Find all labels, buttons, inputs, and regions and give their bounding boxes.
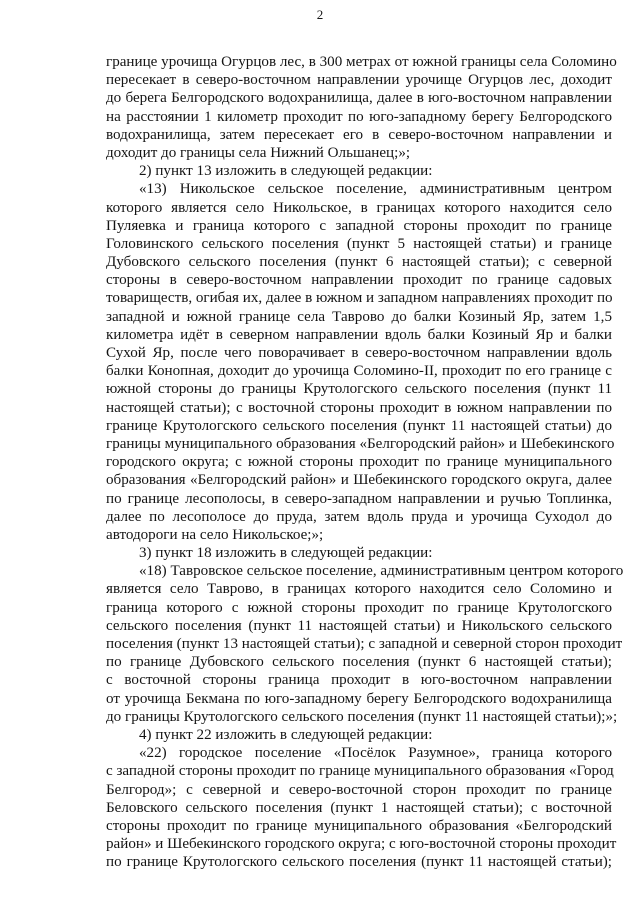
text-line: которого является село Никольское, в границах которого находится село bbox=[106, 199, 612, 216]
text-line: по границе Дубовского сельского поселения (пункт 6 настоящей статьи); bbox=[106, 654, 612, 671]
text-line: автодороги на село Никольское;»; bbox=[106, 526, 324, 543]
text-line: Белгород»; с северной и северо-восточной сторон проходит по границе bbox=[106, 781, 612, 798]
paragraph-heading: 4) пункт 22 изложить в следующей редакции: bbox=[139, 726, 433, 743]
text-line: пересекает в северо-восточном направлении урочище Огурцов лес, доходит bbox=[106, 72, 612, 89]
text-line: далее по лесополосе до пруда, затем вдоль пруда и урочища Суходол до bbox=[106, 508, 612, 525]
text-line: на расстоянии 1 километр проходит по юго-западному берегу Белгородского bbox=[106, 108, 612, 125]
paragraph-heading: 2) пункт 13 изложить в следующей редакции: bbox=[139, 163, 433, 180]
text-line: поселения (пункт 13 настоящей статьи); с западной и северной сторон проходит bbox=[106, 636, 623, 652]
text-line: «18) Тавровское сельское поселение, административным центром которого bbox=[139, 563, 624, 580]
text-line: южной стороны до границы Крутологского сельского поселения (пункт 11 bbox=[106, 381, 612, 398]
text-line: границы муниципального образования «Белгородский район» и Шебекинского bbox=[106, 435, 615, 452]
text-line: балки Конопная, доходит до урочища Соломино-II, проходит по его границе с bbox=[106, 363, 612, 380]
text-line: настоящей статьи); с восточной стороны проходит в южном направлении по bbox=[106, 399, 612, 416]
text-line: от урочища Бекмана по юго-западному берегу Белгородского водохранилища bbox=[106, 690, 612, 707]
text-line: до границы Крутологского сельского поселения (пункт 11 настоящей статьи);»; bbox=[106, 708, 618, 725]
text-line: район» и Шебекинского городского округа; с юго-восточной стороны проходит bbox=[106, 836, 617, 853]
text-line: границе урочища Огурцов лес, в 300 метрах от южной границы села Соломино bbox=[106, 54, 617, 70]
text-line: Дубовского сельского поселения (пункт 6 настоящей статьи); с северной bbox=[106, 254, 612, 271]
text-line: водохранилища, затем пересекает его в северо-восточном направлении и bbox=[106, 126, 612, 143]
text-line: доходит до границы села Нижний Ольшанец;»; bbox=[106, 144, 411, 161]
text-line: километра идёт в северном направлении вдоль балки Козиный Яр и балки bbox=[106, 326, 612, 343]
page-number: 2 bbox=[316, 7, 324, 22]
text-line: Пуляевка и граница которого с западной стороны проходит по границе bbox=[106, 217, 612, 234]
text-line: стороны в северо-восточном направлении проходит по границе садовых bbox=[106, 272, 612, 289]
text-line: является село Таврово, в границах которого находится село Соломино и bbox=[106, 581, 612, 598]
document-body bbox=[106, 53, 624, 871]
text-line: границе Крутологского сельского поселения (пункт 11 настоящей статьи) до bbox=[106, 417, 612, 434]
text-line: «22) городское поселение «Посёлок Разумное», граница которого bbox=[139, 745, 612, 762]
text-line: Головинского сельского поселения (пункт 5 настоящей статьи) и границе bbox=[106, 235, 612, 252]
text-line: западной и южной границе села Таврово до балки Козиный Яр, затем 1,5 bbox=[106, 308, 612, 325]
text-line: граница которого с южной стороны проходит по границе Крутологского bbox=[106, 599, 612, 616]
text-line: «13) Никольское сельское поселение, административным центром bbox=[139, 181, 612, 198]
text-line: с западной стороны проходит по границе муниципального образования «Город bbox=[106, 763, 614, 780]
text-line: по границе лесополосы, в северо-западном направлении и ручью Топлинка, bbox=[106, 490, 612, 507]
text-line: сельского поселения (пункт 11 настоящей статьи) и Никольского сельского bbox=[106, 617, 612, 634]
text-line: с восточной стороны граница проходит в юго-восточном направлении bbox=[106, 672, 612, 689]
text-line: Беловского сельского поселения (пункт 1 настоящей статьи); с восточной bbox=[106, 799, 612, 816]
text-line: стороны проходит по границе муниципального образования «Белгородский bbox=[106, 817, 612, 834]
text-line: по границе Крутологского сельского поселения (пункт 11 настоящей статьи); bbox=[106, 854, 612, 871]
text-line: до берега Белгородского водохранилища, далее в юго-восточном направлении bbox=[106, 90, 612, 107]
text-line: городского округа; с южной стороны проходит по границе муниципального bbox=[106, 454, 612, 471]
text-line: товариществ, огибая их, далее в южном и западном направлениях проходит по bbox=[106, 290, 613, 307]
text-line: Сухой Яр, после чего поворачивает в северо-восточном направлении вдоль bbox=[106, 345, 612, 361]
text-line: образования «Белгородский район» и Шебекинского городского округа, далее bbox=[106, 472, 612, 489]
paragraph-heading: 3) пункт 18 изложить в следующей редакции: bbox=[139, 545, 433, 562]
